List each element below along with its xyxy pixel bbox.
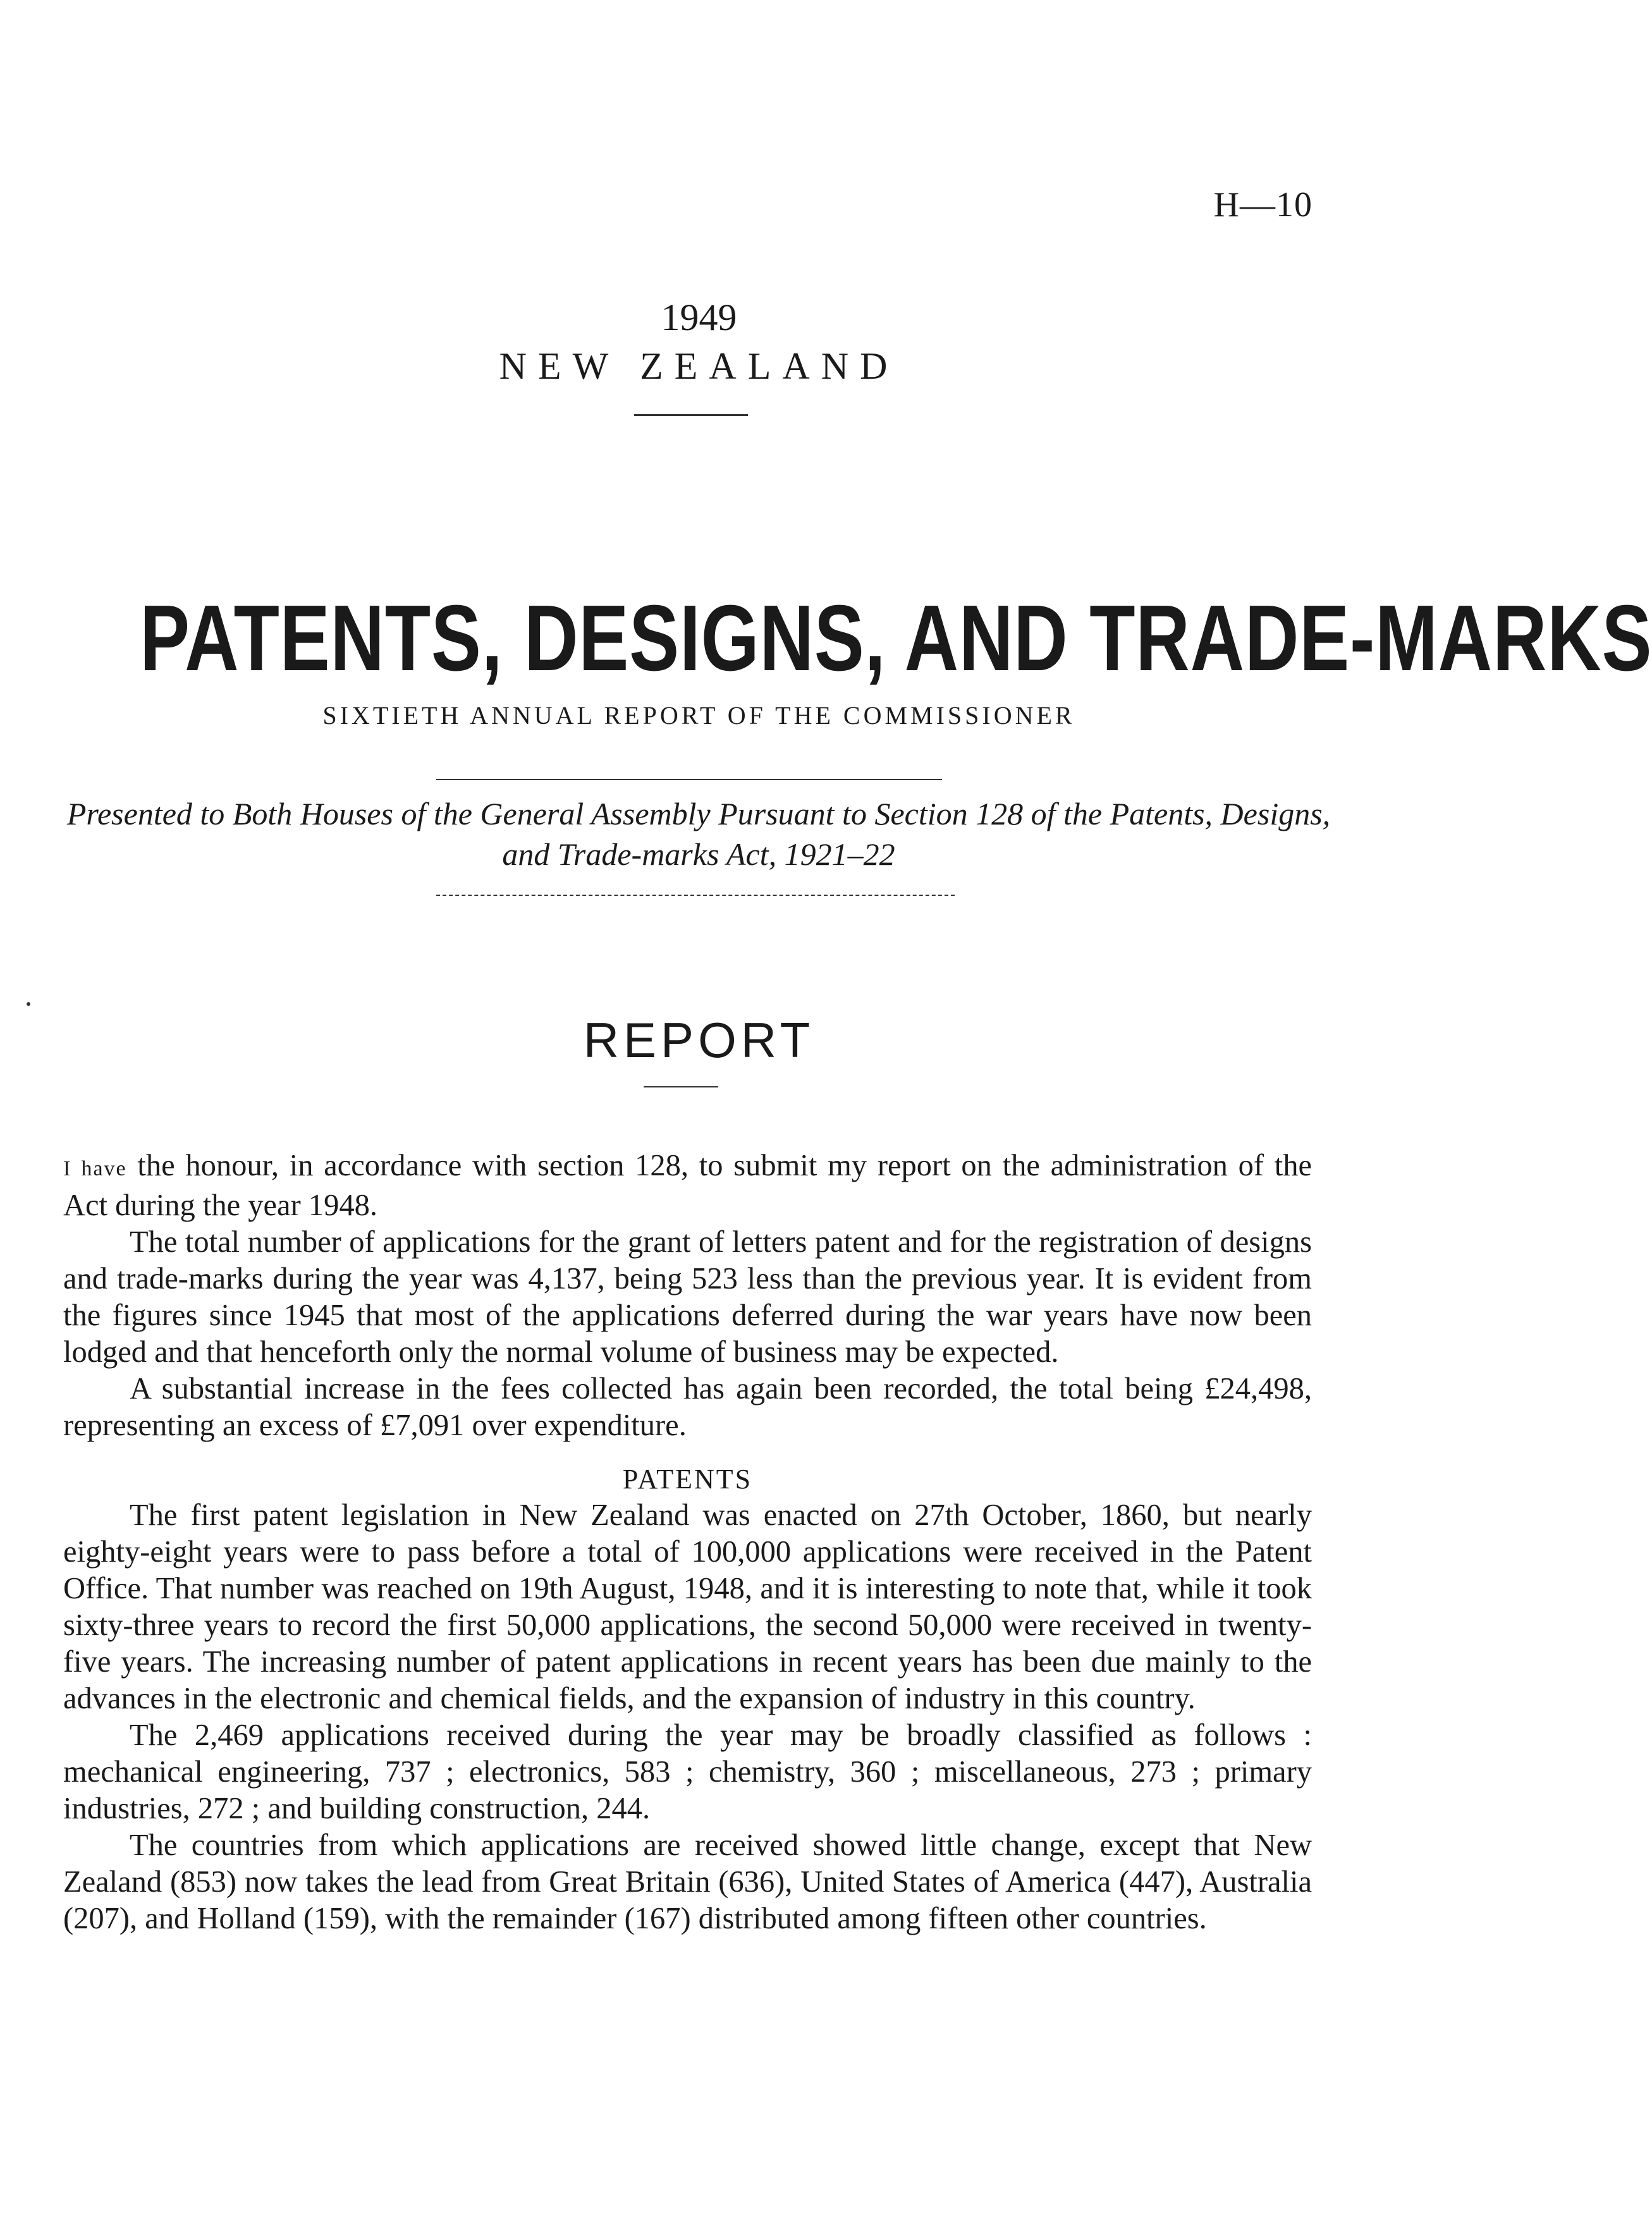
report-subtitle: SIXTIETH ANNUAL REPORT OF THE COMMISSIONER bbox=[322, 701, 1075, 730]
divider-rule bbox=[436, 779, 942, 780]
paragraph-patent-classes: The 2,469 applications received during the year may be broadly classified as follows : mechanical engineering, 737 ; electronics, 583 ; chemistry, 360 ; miscellaneous, 273 ; primary industries, 272 ; and building construction, 244. bbox=[63, 1718, 1312, 1825]
presentation-note: Presented to Both Houses of the General Assembly Pursuant to Section 128 of the Patents, Designs, and Trade-marks Act, 1921–22 bbox=[66, 796, 1331, 872]
divider-rule bbox=[644, 1086, 718, 1087]
divider-rule bbox=[436, 895, 955, 896]
stray-dot bbox=[27, 1002, 30, 1006]
report-body bbox=[63, 1148, 1312, 1937]
paragraph-patent-countries: The countries from which applications are received showed little change, except that New Zealand (853) now takes the lead from Great Britain (636), United States of America (447), Australia (207), and Holland (159), with the remainder (167) distributed among fifteen other countries. bbox=[63, 1828, 1312, 1935]
paragraph-patent-history: The first patent legislation in New Zealand was enacted on 27th October, 1860, but nearly eighty-eight years were to pass before a total of 100,000 applications were received in the Patent Office. That number was reached on 19th August, 1948, and it is interesting to note that, while it took sixty-three years to record the first 50,000 applications, the second 50,000 were received in twenty-five years. The increasing number of patent applications in recent years has been due mainly to the advances in the electronic and chemical fields, and the expansion of industry in this country. bbox=[63, 1498, 1312, 1715]
page-reference: H—10 bbox=[1213, 185, 1312, 224]
section-heading-patents: PATENTS bbox=[622, 1464, 753, 1495]
divider-rule bbox=[634, 414, 748, 416]
paragraph-intro-text: the honour, in accordance with section 128, to submit my report on the administration of the Act during the year 1948. bbox=[63, 1149, 1312, 1222]
paragraph-intro bbox=[63, 1148, 1312, 1224]
report-heading: REPORT bbox=[583, 1012, 815, 1068]
country-heading: NEW ZEALAND bbox=[499, 345, 899, 387]
paragraph-applications: The total number of applications for the grant of letters patent and for the registration of designs and trade-marks during the year was 4,137, being 523 less than the previous year. It is evident from the figures since 1945 that most of the applications deferred during the war years have now been lodged and that henceforth only the normal volume of business may be expected. bbox=[63, 1225, 1312, 1369]
report-year: 1949 bbox=[661, 297, 737, 338]
paragraph-lead-in: I have bbox=[63, 1157, 127, 1180]
page-title: PATENTS, DESIGNS, AND TRADE-MARKS bbox=[140, 586, 1652, 690]
paragraph-fees: A substantial increase in the fees collected has again been recorded, the total being £24,498, representing an excess of £7,091 over expenditure. bbox=[63, 1372, 1312, 1442]
